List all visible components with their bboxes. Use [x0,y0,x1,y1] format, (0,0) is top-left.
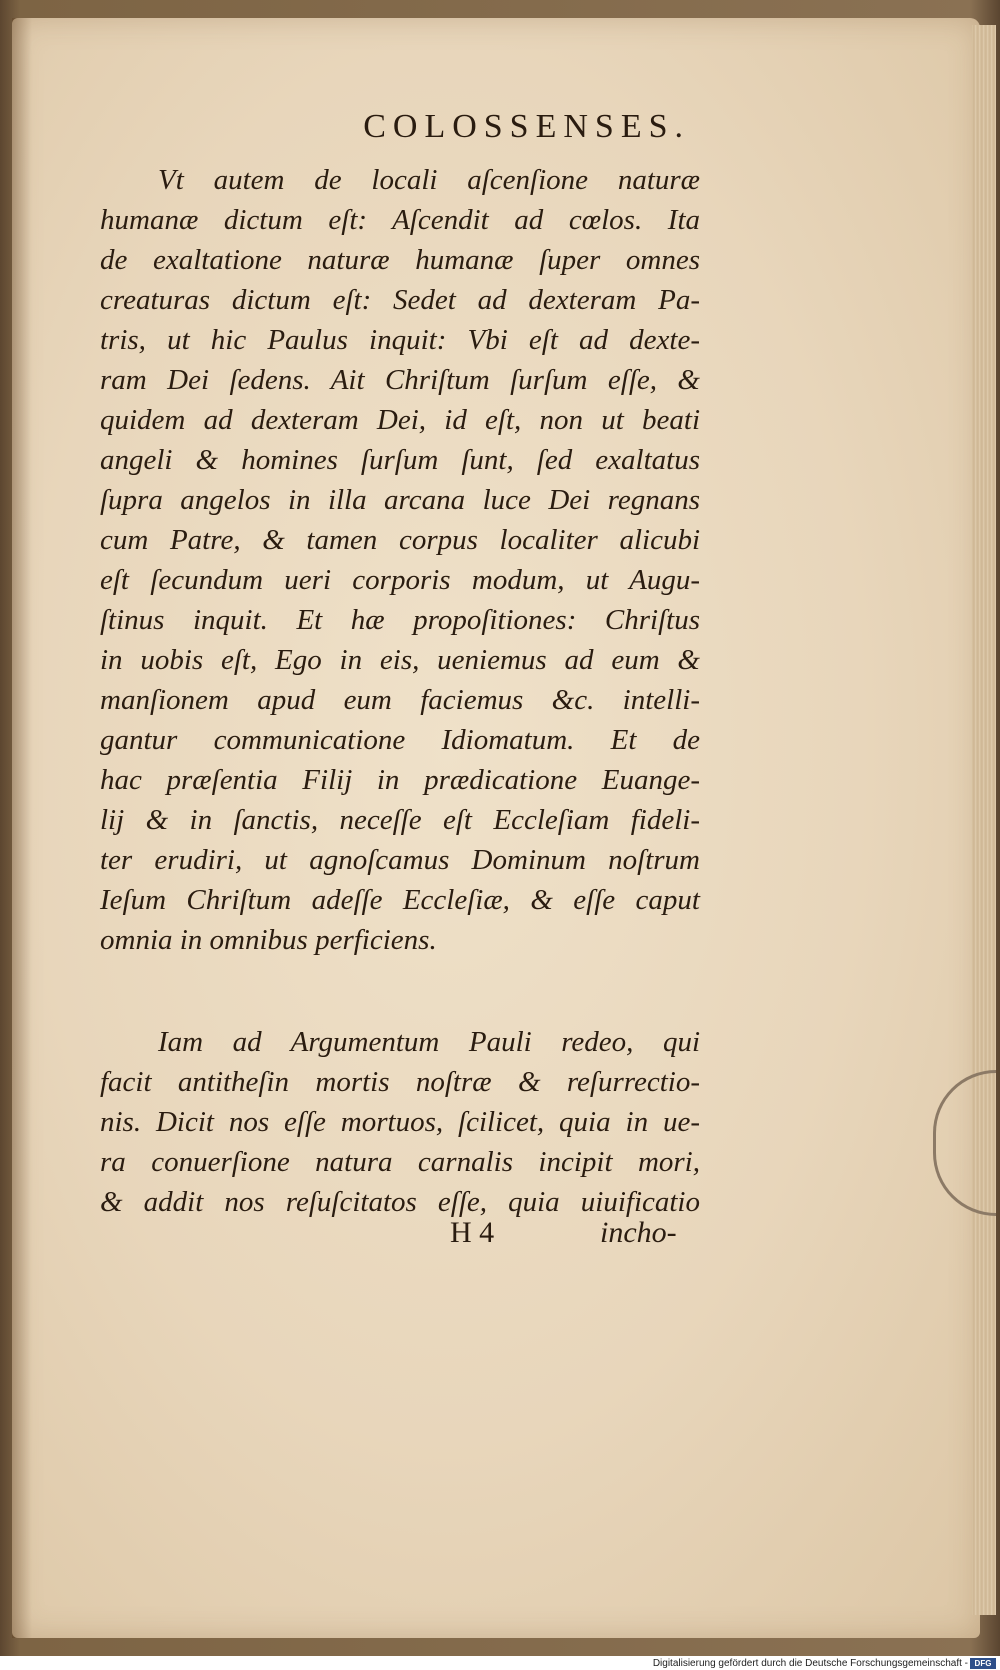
signature-mark: H 4 [450,1216,495,1249]
text-line: ter erudiri, ut agnoſcamus Dominum noſtrum [100,844,700,876]
text-line: omnia in omnibus perficiens. [100,924,437,956]
text-line: manſionem apud eum faciemus &c. intelli- [100,684,700,716]
text-line: ſtinus inquit. Et hæ propoſitiones: Chriſtus [100,604,700,636]
paragraph-1 [100,160,700,960]
funding-credit: Digitalisierung gefördert durch die Deutsche Forschungsgemeinschaft - [652,1658,968,1669]
text-line: creaturas dictum eſt: Sedet ad dexteram Pa- [100,284,700,316]
text-line: angeli & homines ſurſum ſunt, ſed exaltatus [100,444,700,476]
body-text [100,160,700,1222]
footer-bar [0,1656,1000,1670]
text-line: & addit nos reſuſcitatos eſſe, quia uiuificatio [100,1186,700,1218]
text-line: Ieſum Chriſtum adeſſe Eccleſiæ, & eſſe caput [100,884,700,916]
text-line: Vt autem de locali aſcenſione naturæ [158,164,700,196]
page-edges [972,25,996,1615]
text-line: ra conuerſione natura carnalis incipit mori, [100,1146,700,1178]
paragraph-gap [100,960,700,1022]
text-line: lij & in ſanctis, neceſſe eſt Eccleſiam fideli- [100,804,700,836]
text-line: Iam ad Argumentum Pauli redeo, qui [158,1026,700,1058]
text-line: de exaltatione naturæ humanæ ſuper omnes [100,244,700,276]
page-gutter-shadow [12,18,32,1638]
text-line: quidem ad dexteram Dei, id eſt, non ut beati [100,404,700,436]
text-line: cum Patre, & tamen corpus localiter alicubi [100,524,700,556]
text-line: tris, ut hic Paulus inquit: Vbi eſt ad dexte- [100,324,700,356]
text-line: ram Dei ſedens. Ait Chriſtum ſurſum eſſe, & [100,364,700,396]
text-line: hac præſentia Filij in prædicatione Euange- [100,764,700,796]
text-line: facit antitheſin mortis noſtræ & reſurrectio- [100,1066,700,1098]
paragraph-2 [100,1022,700,1222]
catchword: incho- [600,1216,677,1249]
text-line: humanæ dictum eſt: Aſcendit ad cœlos. Ita [100,204,700,236]
text-line: gantur communicatione Idiomatum. Et de [100,724,700,756]
dfg-logo: DFG [970,1658,996,1669]
text-line: in uobis eſt, Ego in eis, ueniemus ad eum & [100,644,700,676]
text-line: ſupra angelos in illa arcana luce Dei regnans [100,484,700,516]
running-head: COLOSSENSES. [363,108,690,145]
text-line: nis. Dicit nos eſſe mortuos, ſcilicet, quia in ue- [100,1106,700,1138]
text-line: eſt ſecundum ueri corporis modum, ut Augu- [100,564,700,596]
